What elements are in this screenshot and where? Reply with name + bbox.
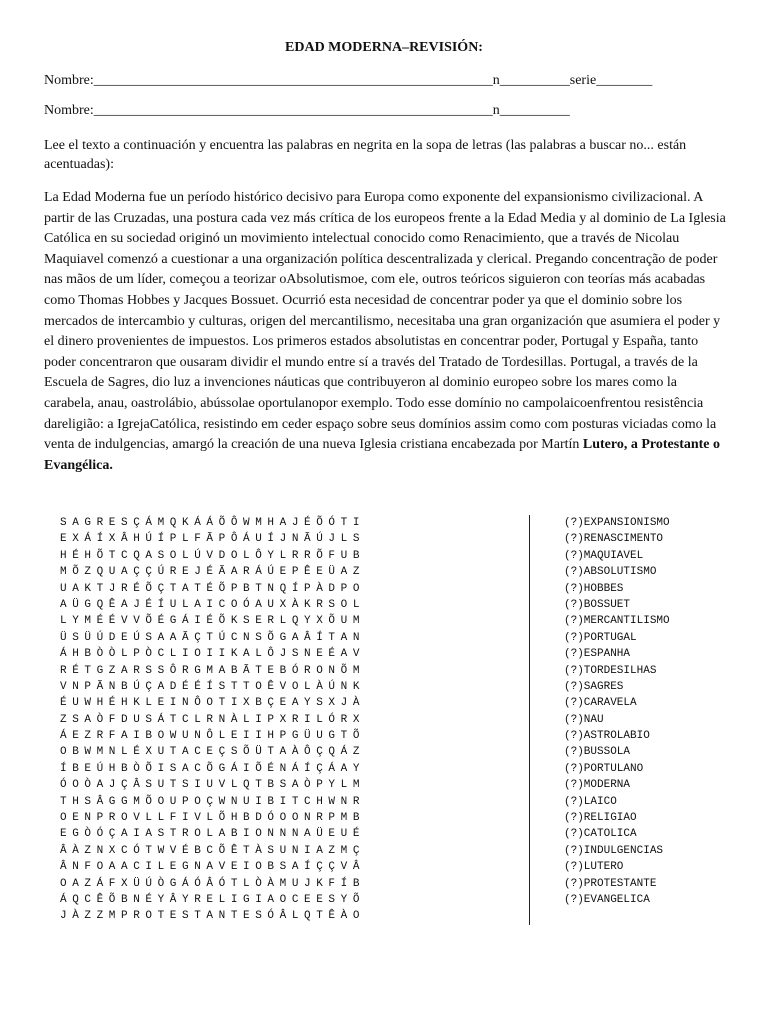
puzzle-row: RÉTGZARSSÔRGMABÃTEBÓRONÕM bbox=[60, 664, 366, 677]
word-list-item: (?)ASTROLABIO bbox=[564, 730, 650, 743]
word-list-item: (?)PORTULANO bbox=[564, 762, 644, 775]
word-list-item: (?)BUSSOLA bbox=[564, 746, 631, 759]
word-list-item: (?)LAICO bbox=[564, 795, 617, 808]
puzzle-row: JÀZZMPROTESTANTESÓÂLQTÊÀO bbox=[60, 910, 366, 923]
page-title: EDAD MODERNA–REVISIÓN: bbox=[285, 40, 483, 55]
instructions: Lee el texto a continuación y encuentra las palabras en negrita en la sopa de letras (las palabras a buscar no... están acentuadas): bbox=[44, 138, 687, 172]
column-divider bbox=[529, 515, 530, 925]
puzzle-row: AÜGQÊAJÉÍULAICOÓAUXÀKRSOL bbox=[60, 598, 366, 611]
puzzle-row: OENPROVLLFIVLÕHBDÓOONRPMB bbox=[60, 812, 366, 825]
reading-passage bbox=[44, 188, 728, 476]
word-list-item: (?)MAQUIAVEL bbox=[564, 549, 644, 562]
word-list-item: (?)RELIGIAO bbox=[564, 812, 637, 825]
puzzle-row: ZSAÒFDUSÁTCLRNÀLIPXRILÓRX bbox=[60, 713, 366, 726]
word-list-item: (?)SAGRES bbox=[564, 680, 624, 693]
word-list-item: (?)PORTUGAL bbox=[564, 631, 637, 644]
passage-body: La Edad Moderna fue un período histórico decisivo para Europa como exponente del expansionismo civilizacional. A partir de las Cruzadas, una postura cada vez más crítica de los europeos frente a la Edad Media y al dominio de La Iglesia Católica en su sociedad originó un movimiento intelectual conocido como Renacimiento, que a través de Nicolau Maquiavel comenzó a cuestionar a una organización política descentralizada y clerical. Pregando concentração de poder nas mãos de um líder, começou a teorizar oAbsolutismoe, com ele, outros teóricos siguieron con teorías más acabadas como Thomas Hobbes y Jacques Bossuet. Ocurrió esta necesidad de concentrar poder ya que el dominio sobre los mercados de intercambio y culturas, origen del mercantilismo, necesitaba una gran organización que asumiera el poder y el dinero provenientes de impuestos. Los primeros estados absolutistas en concentrar poder, Portugal y España, tanto poder concentraron que ousaram dividir el mundo entre sí a través del Tratado de Tordesillas. Portugal, a través de la Escuela de Sagres, dio luz a invenciones náuticas que contribuyeron al dominio europeo sobre los mares como la carabela, anau, oastrolábio, abússolae oportulanopor exemplo. Todo esse domínio no campolaicoenfrentou resistência dareligião: a IgrejaCatólica, resistindo em ceder espaço sobre seus domínios assim como com posturas viciadas como la venta de indulgencias, amargó la creación de una nueva Iglesia cristiana encabezada por Martín bbox=[44, 190, 726, 453]
puzzle-row: ÁHBÒÒLPÒCLIOIIKALÔJSNEÉAV bbox=[60, 648, 366, 661]
name-field-line-2[interactable]: Nombre:_________________________________________________________n__________ bbox=[44, 103, 570, 118]
puzzle-row: ÁQCÊÕBNÉYÂYRELIGIAOCEESYÕ bbox=[60, 893, 366, 906]
word-list-item: (?)EXPANSIONISMO bbox=[564, 517, 670, 529]
word-list-item: (?)CATOLICA bbox=[564, 828, 637, 841]
word-search-grid bbox=[60, 515, 365, 925]
word-list-item: (?)TORDESILHAS bbox=[564, 664, 657, 677]
puzzle-row: LYMÉÉVVÕÉGÁIÉÕKSERLQYXÕUM bbox=[60, 615, 366, 628]
puzzle-row: MÕZQUAÇÇÚREJÉÃARÁÚEPÊEÜAZ bbox=[60, 566, 366, 579]
puzzle-row: ÜSÜÚDEÚSAAÃÇTÚCNSÕGAÂÍTAN bbox=[60, 631, 366, 644]
puzzle-row: ÍBEÚHBÒÕISACÕGÁIÕÉNÁÍÇÁAY bbox=[60, 762, 366, 775]
word-list-item: (?)BOSSUET bbox=[564, 598, 631, 611]
puzzle-row: OBWMNLÉXUTACEÇSÕÜTAÀÔÇQÁZ bbox=[60, 746, 366, 759]
word-list-item: (?)MODERNA bbox=[564, 779, 631, 792]
word-list-item: (?)HOBBES bbox=[564, 582, 624, 595]
puzzle-row: VNPÃNBÚÇADÉÉÍSTTOÊVOLÀÚNK bbox=[60, 680, 366, 693]
puzzle-row: SAGRESÇÁMQKÁÁÕÔWMHAJÉÕÓTI bbox=[60, 517, 366, 529]
name-field-line-1[interactable]: Nombre:_________________________________________________________n__________serie________ bbox=[44, 73, 653, 88]
word-list-item: (?)MERCANTILISMO bbox=[564, 615, 670, 628]
word-list-item: (?)EVANGELICA bbox=[564, 893, 650, 906]
puzzle-row: ÂÀZNXCÓTWVÉBCÕÊTÀSUNIAZMÇ bbox=[60, 844, 366, 857]
word-list-item: (?)NAU bbox=[564, 713, 604, 726]
puzzle-row: HÉHÕTCQASOLÚVDOLÔYLRRÕFUB bbox=[60, 549, 366, 562]
passage-bold-ending: Lutero, a Protestante o Evangélica. bbox=[44, 437, 721, 473]
word-list-item: (?)RENASCIMENTO bbox=[564, 533, 664, 546]
puzzle-row: ÁEZRFAIBOWUNÔLEIIHPGÜUGTÕ bbox=[60, 730, 366, 743]
word-list bbox=[564, 515, 670, 908]
word-list-item: (?)PROTESTANTE bbox=[564, 877, 657, 890]
puzzle-row: ÂNFOAACILEGNAVEIOBSAÍÇÇVÂ bbox=[60, 861, 366, 874]
word-list-item: (?)CARAVELA bbox=[564, 697, 637, 710]
puzzle-row: OAZÁFXÜÚÒGÁÓÂÓTLÒÀMUJKFÍB bbox=[60, 877, 366, 890]
puzzle-row: THSÂGGMÕOUPOÇWNUIBITCHWNR bbox=[60, 795, 366, 808]
puzzle-row: EGÒÓÇAIASTROLABIONNNAÜEUÉ bbox=[60, 828, 366, 841]
puzzle-row: ÓOÒAJÇÂSUTSIUVLQTBSAÒPYLM bbox=[60, 779, 366, 792]
puzzle-row: UAKTJRÉÕÇTATÉÕPBTNQÍPÀDPO bbox=[60, 582, 366, 595]
word-list-item: (?)ABSOLUTISMO bbox=[564, 566, 657, 579]
puzzle-row: EXÁÍXÂHÚÍPLFÃPÔÁUÍJNÃÚJLS bbox=[60, 533, 366, 546]
word-list-item: (?)LUTERO bbox=[564, 861, 624, 874]
word-list-item: (?)INDULGENCIAS bbox=[564, 844, 664, 857]
puzzle-row: ÉUWHÉHKLEINÔOTIXBÇEAYSXJÀ bbox=[60, 697, 366, 710]
word-list-item: (?)ESPANHA bbox=[564, 648, 631, 661]
